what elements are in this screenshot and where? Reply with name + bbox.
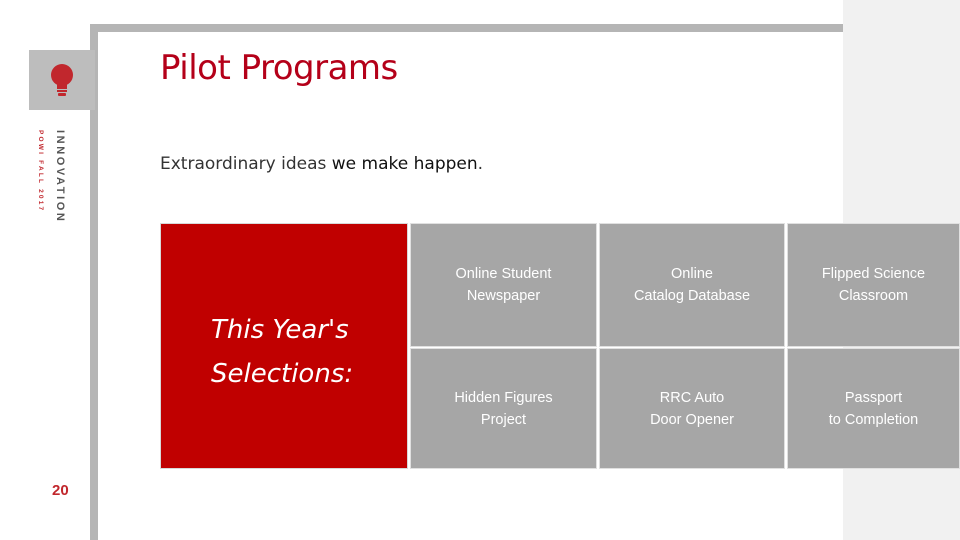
- logo-tile: [29, 50, 95, 110]
- program-label: Flipped Science Classroom: [821, 266, 926, 304]
- program-tile-hidden-figures-project: [410, 348, 597, 469]
- program-label: Hidden Figures Project: [454, 389, 553, 428]
- top-divider: [90, 24, 843, 32]
- slide-subtitle: [160, 154, 483, 174]
- selection-label: This Year's Selections:: [211, 315, 354, 389]
- program-label: RRC Auto Door Opener: [650, 389, 734, 428]
- subtitle-emphasis: we make happen: [331, 154, 478, 174]
- program-tile-online-student-newspaper: [410, 223, 597, 347]
- program-label: Online Student Newspaper: [455, 266, 552, 304]
- program-label: Online Catalog Database: [633, 266, 751, 304]
- slide-title: Pilot Programs: [160, 48, 398, 88]
- lightbulb-icon: [49, 63, 75, 97]
- program-tile-online-catalog-database: [599, 223, 785, 347]
- brand-line-2: POWI FALL 2017: [37, 130, 44, 213]
- subtitle-period: .: [477, 154, 484, 174]
- program-label: Passport to Completion: [828, 389, 919, 428]
- brand-line-1: INNOVATION: [54, 130, 66, 224]
- subtitle-text: Extraordinary ideas: [160, 154, 332, 174]
- brand-wordmark: [27, 130, 67, 240]
- program-tile-rrc-auto-door-opener: [599, 348, 785, 469]
- program-tile-passport-to-completion: [787, 348, 960, 469]
- page-number: 20: [52, 482, 69, 499]
- program-tile-flipped-science-classroom: [787, 223, 960, 347]
- selection-header-box: [160, 223, 408, 469]
